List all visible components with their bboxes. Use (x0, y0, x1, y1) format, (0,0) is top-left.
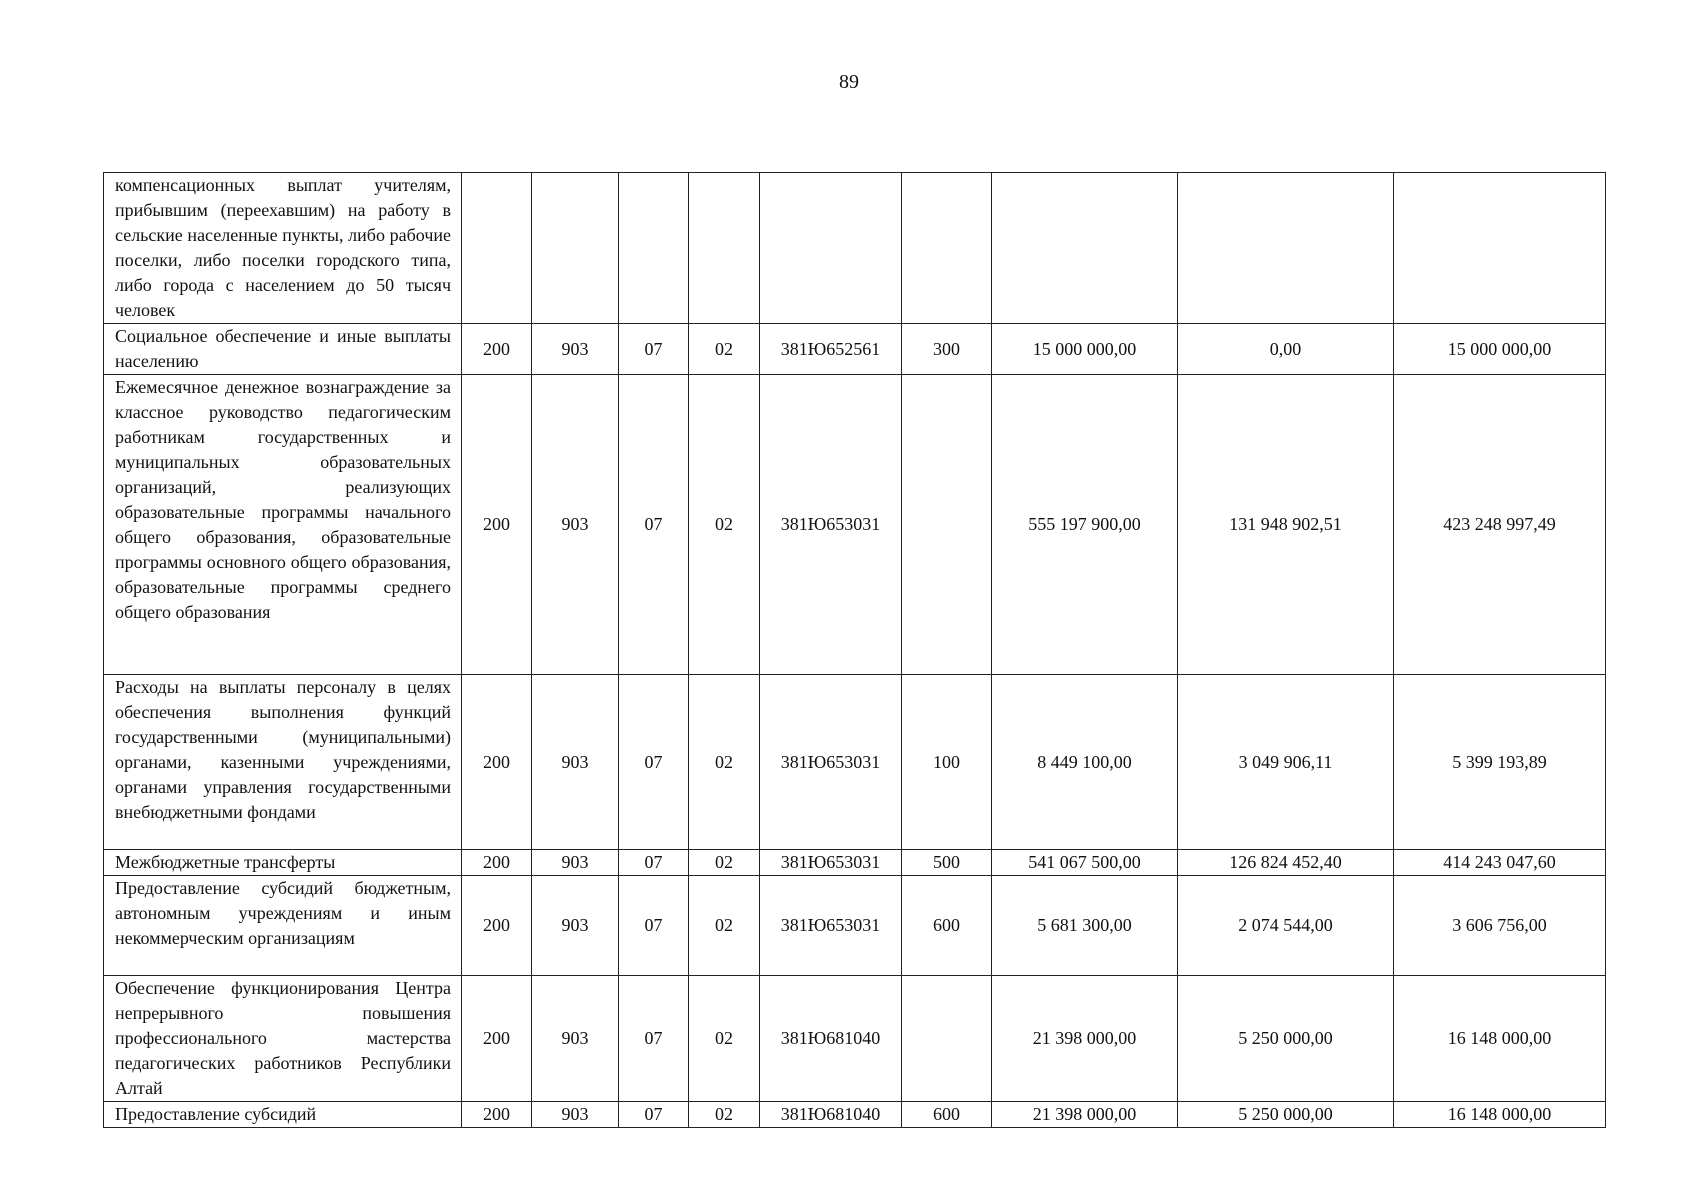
cell-code-3 (619, 173, 689, 324)
cell-sum-plan: 15 000 000,00 (992, 324, 1178, 375)
cell-code-1: 200 (462, 1102, 532, 1128)
cell-code-4: 02 (689, 876, 760, 976)
cell-target-article: 381Ю653031 (760, 876, 902, 976)
cell-code-3: 07 (619, 876, 689, 976)
cell-target-article: 381Ю653031 (760, 675, 902, 850)
cell-code-3: 07 (619, 375, 689, 675)
cell-expense-type: 300 (902, 324, 992, 375)
cell-code-4 (689, 173, 760, 324)
cell-sum-remainder (1394, 173, 1606, 324)
row-description: Межбюджетные трансферты (104, 850, 462, 876)
row-description: Ежемесячное денежное вознаграждение за классное руководство педагогическим работникам государственных и муниципальных образовательных организаций, реализующих образовательные программы начального общего образования, образовательные программы основного общего образования, образовательные программы среднего общего образования (104, 375, 462, 675)
cell-expense-type: 600 (902, 1102, 992, 1128)
cell-code-2: 903 (532, 675, 619, 850)
cell-code-2: 903 (532, 375, 619, 675)
cell-code-4: 02 (689, 976, 760, 1102)
cell-expense-type: 100 (902, 675, 992, 850)
table-row (104, 375, 1606, 675)
cell-code-2: 903 (532, 876, 619, 976)
cell-code-2: 903 (532, 850, 619, 876)
cell-code-4: 02 (689, 324, 760, 375)
cell-sum-remainder: 16 148 000,00 (1394, 976, 1606, 1102)
page-number: 89 (839, 71, 859, 93)
cell-code-4: 02 (689, 675, 760, 850)
cell-sum-plan: 21 398 000,00 (992, 976, 1178, 1102)
table-row (104, 976, 1606, 1102)
cell-code-4: 02 (689, 1102, 760, 1128)
table-row (104, 850, 1606, 876)
cell-code-2: 903 (532, 976, 619, 1102)
row-description: Расходы на выплаты персоналу в целях обеспечения выполнения функций государственными (муниципальными) органами, казенными учреждениями, органами управления государственными внебюджетными фондами (104, 675, 462, 850)
cell-expense-type: 600 (902, 876, 992, 976)
cell-sum-plan: 541 067 500,00 (992, 850, 1178, 876)
cell-target-article: 381Ю653031 (760, 375, 902, 675)
cell-expense-type (902, 976, 992, 1102)
cell-code-1 (462, 173, 532, 324)
table-row (104, 173, 1606, 324)
cell-sum-plan: 5 681 300,00 (992, 876, 1178, 976)
table-row (104, 876, 1606, 976)
cell-expense-type (902, 173, 992, 324)
cell-sum-executed: 0,00 (1178, 324, 1394, 375)
cell-sum-remainder: 5 399 193,89 (1394, 675, 1606, 850)
cell-sum-executed (1178, 173, 1394, 324)
cell-code-3: 07 (619, 850, 689, 876)
cell-target-article: 381Ю653031 (760, 850, 902, 876)
table-row (104, 675, 1606, 850)
cell-code-2: 903 (532, 324, 619, 375)
cell-sum-executed: 126 824 452,40 (1178, 850, 1394, 876)
row-description: Предоставление субсидий бюджетным, автономным учреждениям и иным некоммерческим организациям (104, 876, 462, 976)
cell-code-1: 200 (462, 324, 532, 375)
cell-sum-executed: 5 250 000,00 (1178, 976, 1394, 1102)
cell-code-2: 903 (532, 1102, 619, 1128)
cell-sum-remainder: 15 000 000,00 (1394, 324, 1606, 375)
cell-sum-executed: 131 948 902,51 (1178, 375, 1394, 675)
cell-sum-plan (992, 173, 1178, 324)
cell-code-4: 02 (689, 375, 760, 675)
cell-target-article (760, 173, 902, 324)
cell-target-article: 381Ю681040 (760, 1102, 902, 1128)
cell-expense-type (902, 375, 992, 675)
cell-code-2 (532, 173, 619, 324)
table-row (104, 1102, 1606, 1128)
cell-sum-remainder: 16 148 000,00 (1394, 1102, 1606, 1128)
cell-code-4: 02 (689, 850, 760, 876)
cell-target-article: 381Ю681040 (760, 976, 902, 1102)
cell-code-3: 07 (619, 1102, 689, 1128)
cell-code-1: 200 (462, 850, 532, 876)
cell-target-article: 381Ю652561 (760, 324, 902, 375)
cell-code-1: 200 (462, 976, 532, 1102)
cell-code-3: 07 (619, 324, 689, 375)
row-description: компенсационных выплат учителям, прибывшим (переехавшим) на работу в сельские населенные пункты, либо рабочие поселки, либо поселки городского типа, либо города с населением до 50 тысяч человек (104, 173, 462, 324)
cell-code-1: 200 (462, 876, 532, 976)
cell-sum-plan: 8 449 100,00 (992, 675, 1178, 850)
budget-table (103, 172, 1606, 1128)
cell-sum-executed: 3 049 906,11 (1178, 675, 1394, 850)
row-description: Социальное обеспечение и иные выплаты населению (104, 324, 462, 375)
table-row (104, 324, 1606, 375)
cell-sum-executed: 2 074 544,00 (1178, 876, 1394, 976)
cell-code-3: 07 (619, 675, 689, 850)
cell-sum-executed: 5 250 000,00 (1178, 1102, 1394, 1128)
cell-sum-plan: 555 197 900,00 (992, 375, 1178, 675)
cell-code-1: 200 (462, 375, 532, 675)
cell-expense-type: 500 (902, 850, 992, 876)
cell-sum-plan: 21 398 000,00 (992, 1102, 1178, 1128)
cell-sum-remainder: 414 243 047,60 (1394, 850, 1606, 876)
row-description: Обеспечение функционирования Центра непрерывного повышения профессионального мастерства педагогических работников Республики Алтай (104, 976, 462, 1102)
cell-sum-remainder: 423 248 997,49 (1394, 375, 1606, 675)
row-description: Предоставление субсидий (104, 1102, 462, 1128)
cell-code-1: 200 (462, 675, 532, 850)
cell-sum-remainder: 3 606 756,00 (1394, 876, 1606, 976)
cell-code-3: 07 (619, 976, 689, 1102)
